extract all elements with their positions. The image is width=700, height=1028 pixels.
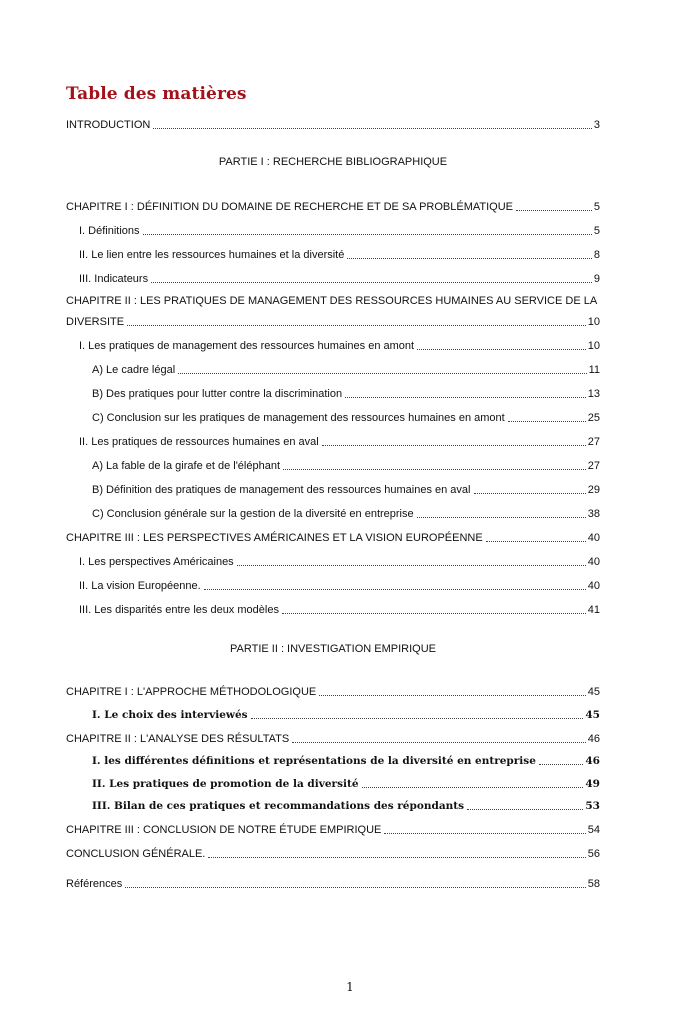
toc-entry-subsection[interactable]	[92, 481, 600, 497]
dot-leader	[539, 764, 583, 765]
toc-entry-label: I. les différentes définitions et représentations de la diversité en entreprise	[92, 755, 536, 767]
toc-entry-label: CHAPITRE III : LES PERSPECTIVES AMÉRICAINES ET LA VISION EUROPÉENNE	[66, 532, 483, 544]
toc-entry-label: CHAPITRE I : DÉFINITION DU DOMAINE DE RECHERCHE ET DE SA PROBLÉMATIQUE	[66, 201, 513, 213]
dot-leader	[283, 469, 586, 470]
dot-leader	[347, 258, 592, 259]
toc-entry-subsection[interactable]	[92, 361, 600, 377]
toc-entry-label: C) Conclusion générale sur la gestion de la diversité en entreprise	[92, 508, 414, 520]
toc-entry-label: CHAPITRE II : L'ANALYSE DES RÉSULTATS	[66, 733, 290, 745]
toc-entry-page: 10	[587, 340, 600, 352]
toc-entry-page: 53	[585, 800, 600, 812]
toc-entry-section[interactable]	[79, 337, 600, 353]
toc-entry-page: 29	[587, 484, 600, 496]
toc-entry-page: 27	[587, 460, 600, 472]
toc-entry-page: 8	[593, 249, 600, 261]
toc-entry-page: 40	[587, 556, 600, 568]
toc-entry-section[interactable]	[79, 270, 600, 286]
toc-entry-page: 46	[585, 755, 600, 767]
toc-entry-chapter[interactable]	[66, 730, 600, 746]
dot-leader	[319, 695, 586, 696]
toc-entry-section[interactable]	[79, 577, 600, 593]
toc-entry-page: 45	[587, 686, 600, 698]
dot-leader	[143, 234, 592, 235]
dot-leader	[516, 210, 592, 211]
toc-entry-label: A) Le cadre légal	[92, 364, 176, 376]
dot-leader	[292, 742, 586, 743]
dot-leader	[237, 565, 586, 566]
toc-entry-page: 11	[588, 364, 600, 376]
dot-leader	[467, 809, 583, 810]
toc-entry-subsection[interactable]	[92, 409, 600, 425]
toc-entry-label: II. Les pratiques de ressources humaines en aval	[79, 436, 319, 448]
toc-entry-page: 10	[587, 316, 600, 328]
dot-leader	[125, 887, 585, 888]
toc-entry-page: 9	[593, 273, 600, 285]
dot-leader	[486, 541, 586, 542]
toc-entry-page: 13	[587, 388, 600, 400]
toc-entry-label: III. Bilan de ces pratiques et recommandations des répondants	[92, 800, 465, 812]
dot-leader	[178, 373, 586, 374]
dot-leader	[282, 613, 586, 614]
part-heading-2: PARTIE II : INVESTIGATION EMPIRIQUE	[230, 643, 436, 655]
toc-entry-label: INTRODUCTION	[66, 119, 151, 131]
toc-entry-page: 25	[587, 412, 600, 424]
toc-entry-section[interactable]	[79, 601, 600, 617]
toc-entry-page: 56	[587, 848, 600, 860]
toc-entry-page: 54	[587, 824, 600, 836]
toc-entry-page: 49	[585, 778, 600, 790]
dot-leader	[474, 493, 586, 494]
toc-entry-label: I. Les pratiques de management des ressources humaines en amont	[79, 340, 415, 352]
toc-entry-page: 5	[593, 201, 600, 213]
toc-entry-page: 38	[587, 508, 600, 520]
toc-entry-label: CONCLUSION GÉNÉRALE.	[66, 848, 206, 860]
toc-entry-chapter[interactable]	[66, 313, 600, 329]
dot-leader	[508, 421, 586, 422]
toc-entry-conclusion[interactable]	[66, 845, 600, 861]
dot-leader	[417, 517, 586, 518]
toc-title: Table des matières	[66, 84, 247, 104]
toc-entry-page: 40	[587, 532, 600, 544]
toc-entry-label: CHAPITRE I : L'APPROCHE MÉTHODOLOGIQUE	[66, 686, 317, 698]
toc-entry-chapter-line1[interactable]: CHAPITRE II : LES PRATIQUES DE MANAGEMENT DES RESSOURCES HUMAINES AU SERVICE DE LA	[66, 295, 598, 307]
toc-entry-subsection[interactable]	[92, 752, 600, 768]
toc-entry-chapter[interactable]	[66, 529, 600, 545]
toc-entry-section[interactable]	[79, 433, 600, 449]
dot-leader	[153, 128, 592, 129]
toc-entry-label: C) Conclusion sur les pratiques de management des ressources humaines en amont	[92, 412, 505, 424]
toc-entry-subsection[interactable]	[92, 797, 600, 813]
toc-entry-subsection[interactable]	[92, 457, 600, 473]
toc-entry-chapter[interactable]	[66, 198, 600, 214]
toc-entry-label: I. Les perspectives Américaines	[79, 556, 234, 568]
dot-leader	[384, 833, 585, 834]
toc-entry-label: III. Les disparités entre les deux modèles	[79, 604, 279, 616]
toc-entry-page: 5	[593, 225, 600, 237]
part-heading-1: PARTIE I : RECHERCHE BIBLIOGRAPHIQUE	[218, 156, 448, 168]
toc-entry-label: B) Définition des pratiques de management des ressources humaines en aval	[92, 484, 471, 496]
dot-leader	[322, 445, 586, 446]
dot-leader	[345, 397, 586, 398]
toc-entry-label: A) La fable de la girafe et de l'éléphant	[92, 460, 281, 472]
dot-leader	[204, 589, 586, 590]
toc-entry-label: Références	[66, 878, 123, 890]
toc-entry-label: II. Le lien entre les ressources humaines et la diversité	[79, 249, 345, 261]
dot-leader	[151, 282, 592, 283]
dot-leader	[362, 787, 584, 788]
toc-entry-label: B) Des pratiques pour lutter contre la discrimination	[92, 388, 343, 400]
toc-entry-references[interactable]	[66, 875, 600, 891]
toc-entry-page: 41	[587, 604, 600, 616]
dot-leader	[251, 718, 584, 719]
dot-leader	[127, 325, 586, 326]
toc-entry-label: I. Le choix des interviewés	[92, 709, 248, 721]
toc-entry-label: I. Définitions	[79, 225, 140, 237]
toc-entry-subsection[interactable]	[92, 505, 600, 521]
toc-entry-page: 40	[587, 580, 600, 592]
page-number-footer: 1	[346, 980, 354, 994]
toc-entry-subsection[interactable]	[92, 385, 600, 401]
toc-entry-page: 45	[585, 709, 600, 721]
toc-entry-page: 58	[587, 878, 600, 890]
toc-entry-section[interactable]	[79, 246, 600, 262]
toc-entry-label: II. Les pratiques de promotion de la diversité	[92, 778, 359, 790]
dot-leader	[208, 857, 585, 858]
toc-entry-page: 3	[593, 119, 600, 131]
toc-entry-label: II. La vision Européenne.	[79, 580, 201, 592]
toc-entry-label: DIVERSITE	[66, 316, 125, 328]
toc-entry-label: CHAPITRE III : CONCLUSION DE NOTRE ÉTUDE EMPIRIQUE	[66, 824, 382, 836]
dot-leader	[417, 349, 586, 350]
toc-entry-subsection[interactable]	[92, 706, 600, 722]
toc-entry-label: III. Indicateurs	[79, 273, 149, 285]
toc-entry-chapter[interactable]	[66, 683, 600, 699]
toc-entry-section[interactable]	[79, 553, 600, 569]
toc-entry-section[interactable]	[79, 222, 600, 238]
toc-entry-subsection[interactable]	[92, 775, 600, 791]
toc-entry-page: 46	[587, 733, 600, 745]
toc-entry-introduction[interactable]	[66, 116, 600, 132]
toc-entry-page: 27	[587, 436, 600, 448]
toc-entry-chapter[interactable]	[66, 821, 600, 837]
